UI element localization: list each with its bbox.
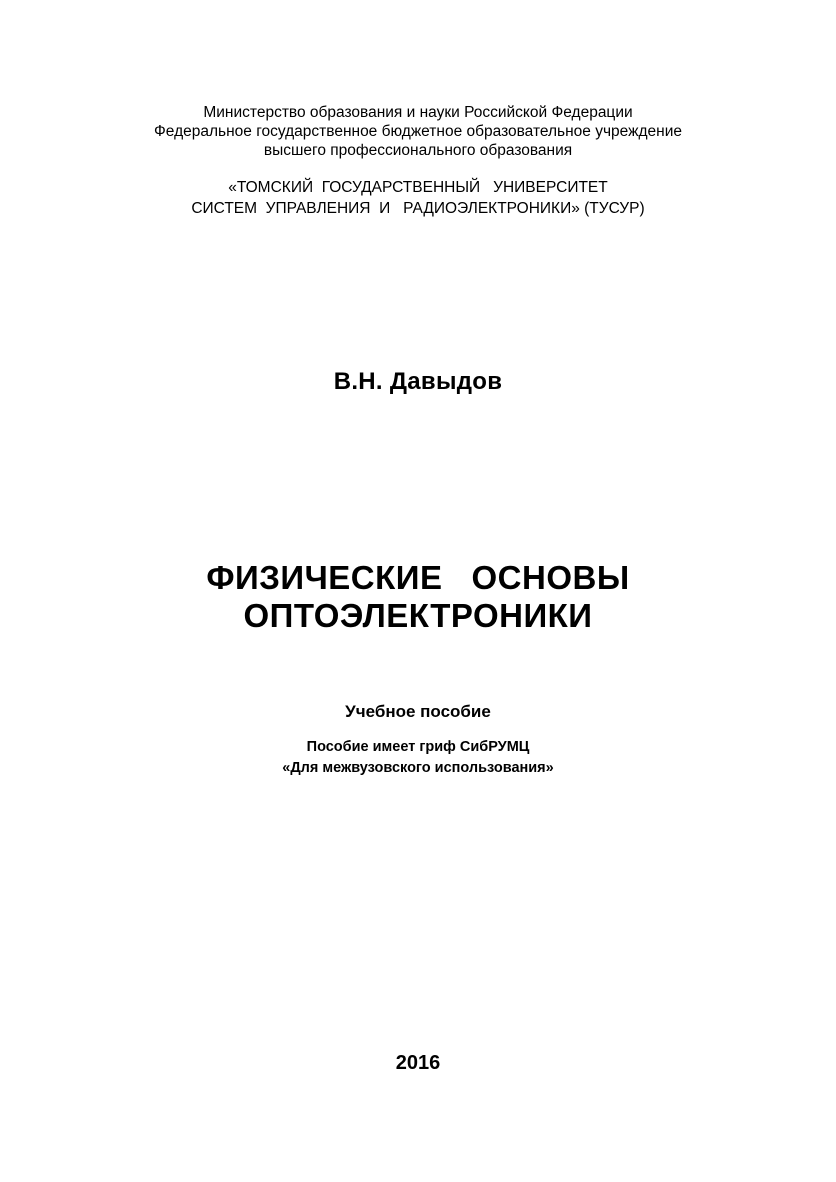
stamp-line-1: Пособие имеет гриф СибРУМЦ [306, 739, 530, 755]
document-type: Учебное пособие [345, 702, 491, 721]
institution-type-line: Федеральное государственное бюджетное образовательное учреждение [154, 123, 682, 140]
education-level-line: высшего профессионального образования [263, 142, 573, 159]
author-name: В.Н. Давыдов [333, 368, 503, 395]
book-title-line-1: ФИЗИЧЕСКИЕ ОСНОВЫ [206, 559, 630, 596]
university-name-line-1: «ТОМСКИЙ ГОСУДАРСТВЕННЫЙ УНИВЕРСИТЕТ [228, 179, 608, 196]
ministry-line: Министерство образования и науки Российской Федерации [203, 104, 633, 121]
book-title-line-2: ОПТОЭЛЕКТРОНИКИ [243, 597, 593, 634]
publication-year: 2016 [395, 1052, 441, 1074]
stamp-line-2: «Для межвузовского использования» [282, 760, 554, 776]
university-name-line-2: СИСТЕМ УПРАВЛЕНИЯ И РАДИОЭЛЕКТРОНИКИ» (ТУСУР) [191, 200, 645, 217]
